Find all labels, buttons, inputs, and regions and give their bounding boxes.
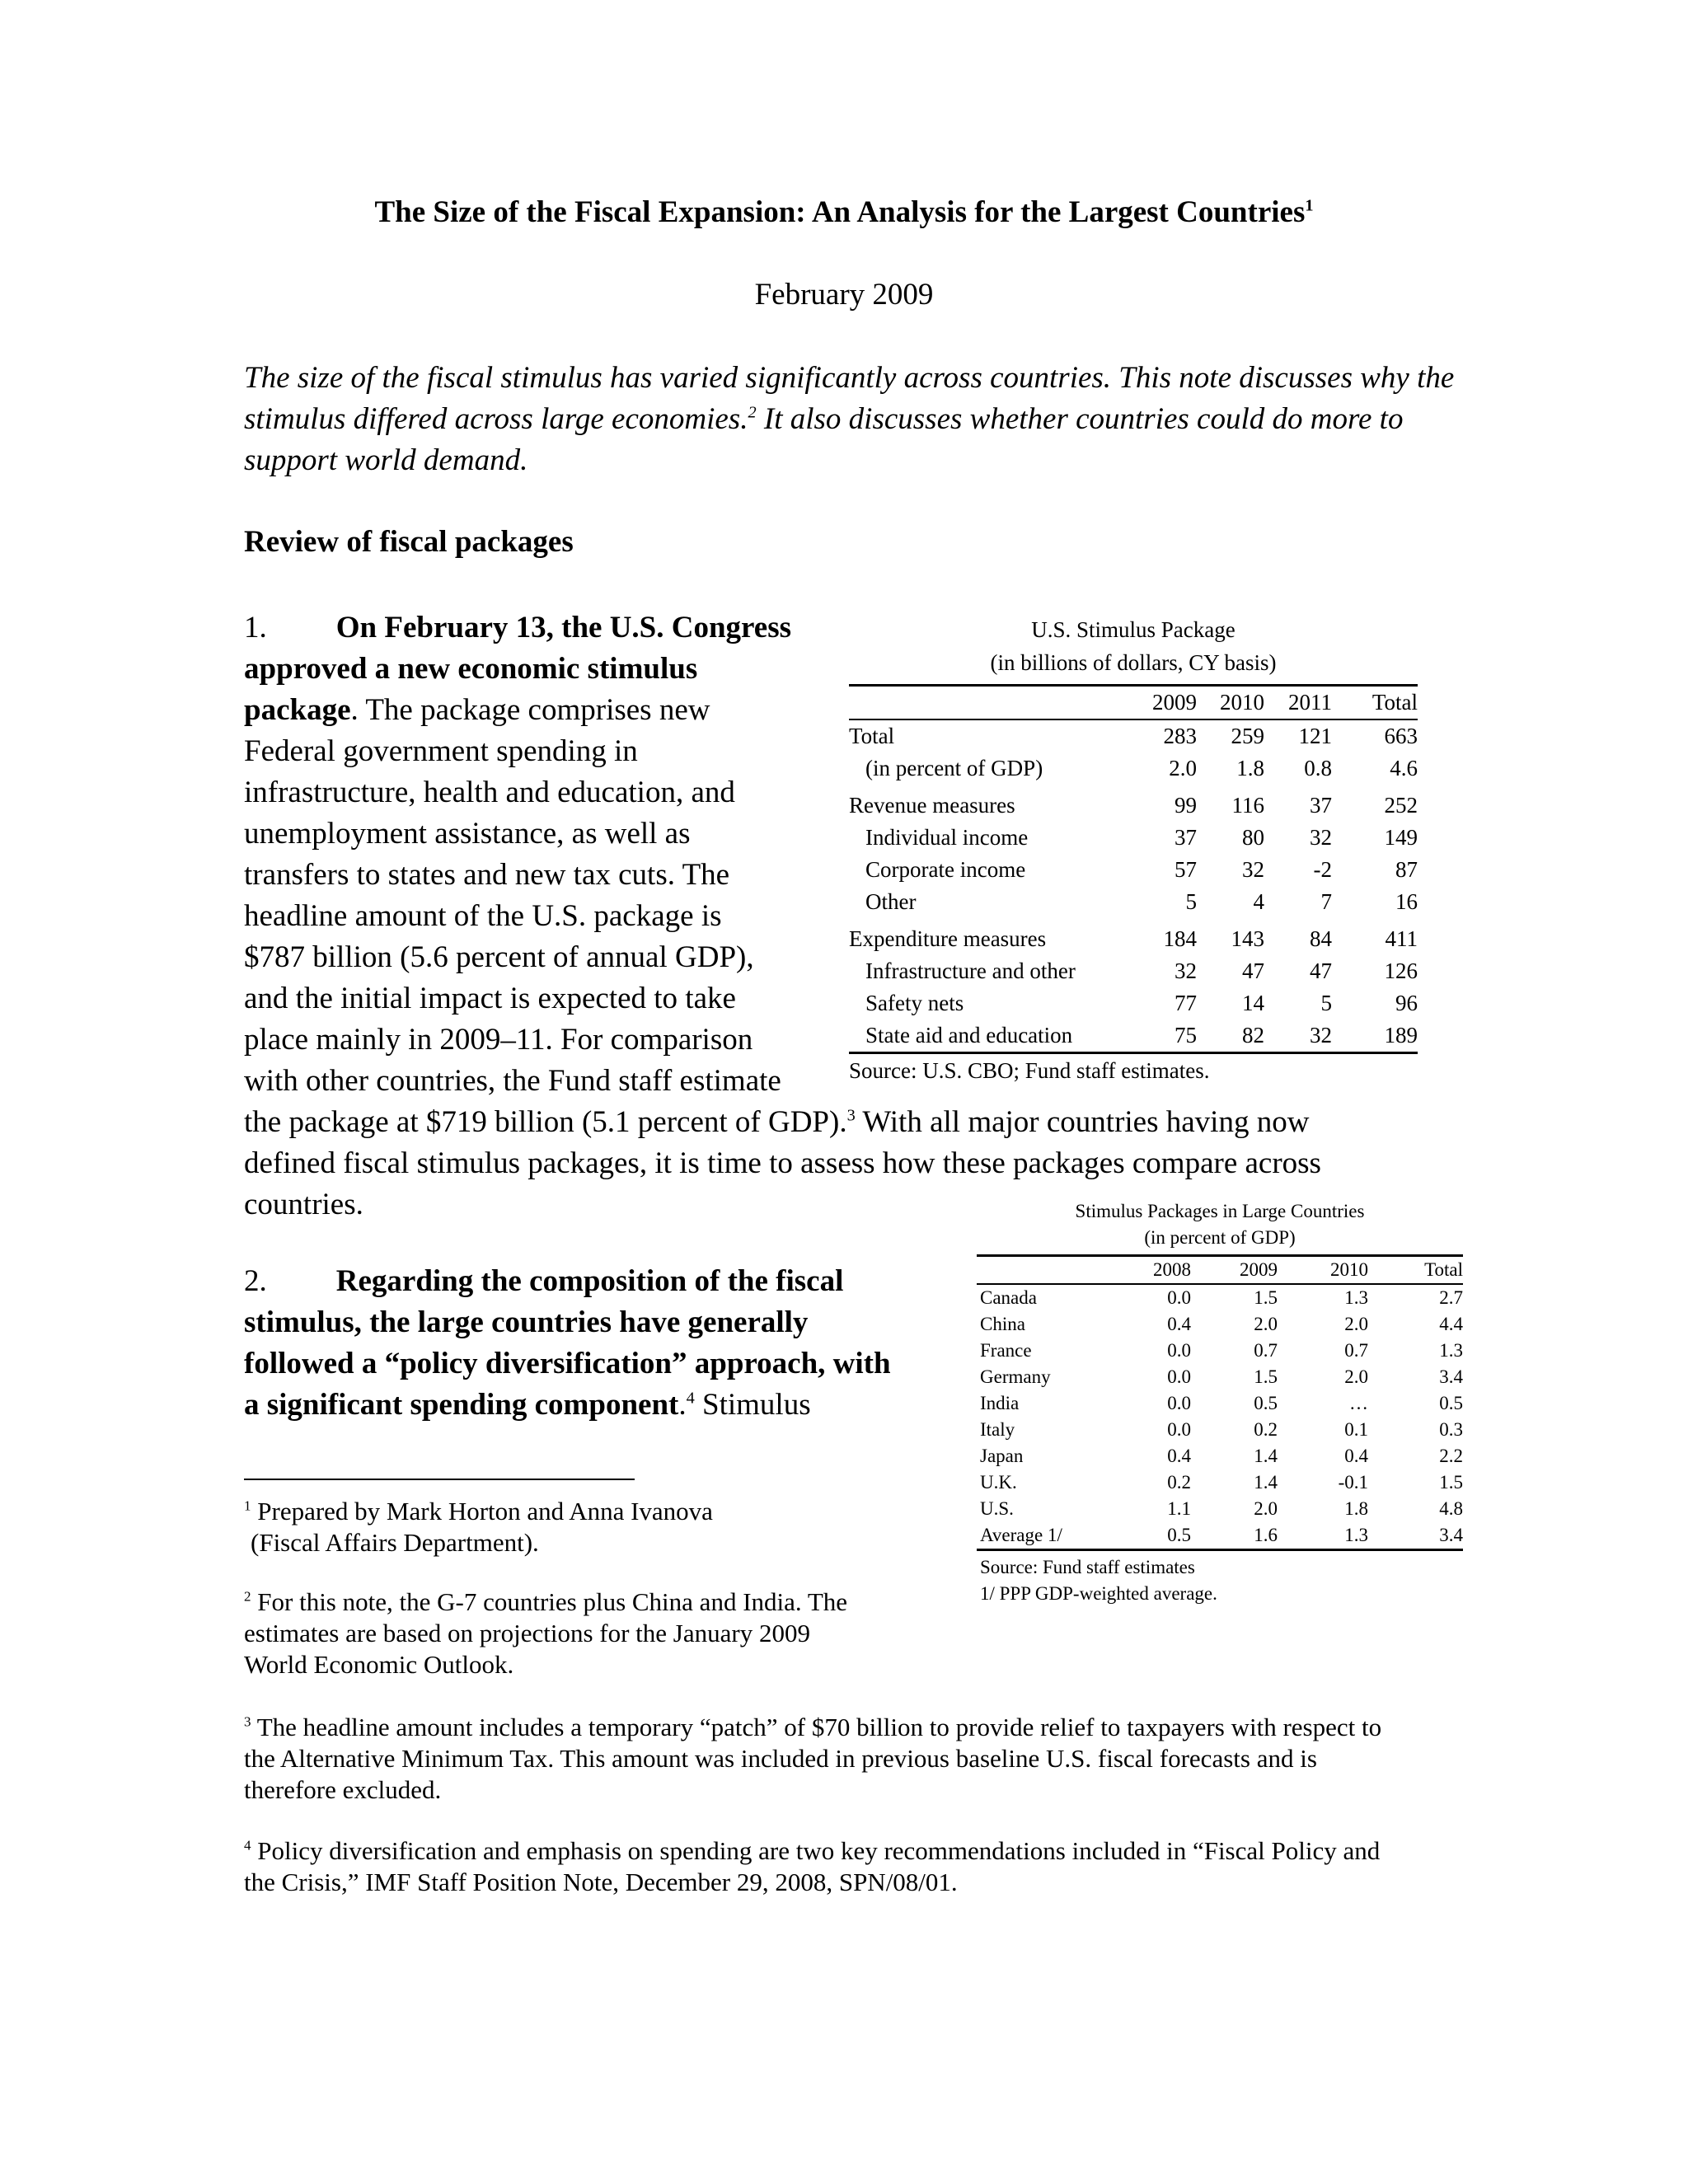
- section-heading: Review of fiscal packages: [244, 525, 574, 559]
- paragraph-1: 1. On February 13, the U.S. Congress approved a new economic stimulus package. The package comprises new Federal government spending in infrastructure, health and education, and unemployment assistance, as well as transfers to states and new tax cuts. The headline amount of the U.S. package is $787 billion (5.6 percent of annual GDP), and the initial impact is expected to take place mainly in 2009–11. For comparison with other countries, the Fund staff estimate the package at $719 billion (5.1 percent of GDP).$^3$ With all major countries having now defined fiscal stimulus packages, it is time to assess how these packages compare across countries.: [244, 611, 1321, 1221]
- row-label: Individual income: [865, 825, 1029, 850]
- row-label: Italy: [980, 1419, 1015, 1440]
- row-label: U.K.: [980, 1472, 1017, 1493]
- table-subtitle: (in percent of GDP): [1144, 1227, 1296, 1248]
- footnote-ref-2: 2: [748, 403, 757, 422]
- table-row: India 0.0 0.5 … 0.5: [977, 1390, 1463, 1417]
- table-row: Individual income 37 80 32 149: [849, 822, 1418, 854]
- intro-summary: The size of the fiscal stimulus has varied significantly across countries. This note discusses why the stimulus differed across large economies.$^2$ It also discusses whether countries could do more to support world demand.: [244, 361, 1455, 477]
- row-label: Safety nets: [865, 991, 964, 1015]
- column-header: 2009: [1191, 1256, 1278, 1285]
- table-row: France 0.0 0.7 0.7 1.3: [977, 1338, 1463, 1364]
- column-header: Total: [1332, 686, 1418, 720]
- row-label: Other: [865, 889, 917, 914]
- table-title: Stimulus Packages in Large Countries: [1075, 1201, 1365, 1221]
- row-label: China: [980, 1314, 1025, 1334]
- table-row: (in percent of GDP) 2.0 1.8 0.8 4.6: [849, 752, 1418, 785]
- row-label: France: [980, 1340, 1032, 1361]
- page-title: The Size of the Fiscal Expansion: An Analysis for the Largest Countries$^1$: [374, 195, 1314, 229]
- table-row: Canada 0.0 1.5 1.3 2.7: [977, 1284, 1463, 1311]
- table-row: Infrastructure and other 32 47 47 126: [849, 955, 1418, 987]
- row-label: India: [980, 1393, 1020, 1413]
- column-header: 2008: [1100, 1256, 1191, 1285]
- footnote-ref-4: 4: [686, 1389, 695, 1408]
- column-header: 2010: [1197, 686, 1264, 720]
- table-row: Italy 0.0 0.2 0.1 0.3: [977, 1417, 1463, 1443]
- table-header-row: [977, 1256, 1463, 1285]
- footnote-3: $^3$ The headline amount includes a temporary “patch” of $70 billion to provide relief to taxpayers with respect to the Alternative Minimum Tax. This amount was included in previous baseline U.S. fiscal forecasts and is therefore excluded.: [244, 1713, 1382, 1804]
- table-row: Corporate income 57 32 -2 87: [849, 854, 1418, 886]
- paragraph-2: 2. Regarding the composition of the fiscal stimulus, the large countries have generally followed a “policy diversification” approach, with a significant spending component.$^4$ Stimulus: [244, 1264, 891, 1422]
- column-header: 2009: [1129, 686, 1197, 720]
- row-label: Germany: [980, 1366, 1051, 1387]
- table-row: U.S. 1.1 2.0 1.8 4.8: [977, 1496, 1463, 1522]
- table-row: Average 1/ 0.5 1.6 1.3 3.4: [977, 1522, 1463, 1550]
- footnote-2: $^2$ For this note, the G-7 countries plus China and India. The estimates are based on projections for the January 2009 World Economic Outlook.: [244, 1587, 848, 1679]
- table-header-row: [849, 686, 1418, 720]
- table-row: Other 5 4 7 16: [849, 886, 1418, 918]
- column-header: 2011: [1264, 686, 1332, 720]
- table-row: U.K. 0.2 1.4 -0.1 1.5: [977, 1469, 1463, 1496]
- table-title: U.S. Stimulus Package: [1031, 617, 1236, 642]
- row-label: Canada: [980, 1287, 1037, 1308]
- large-countries-table: [977, 1198, 1463, 1607]
- table-row: Total 283 259 121 663: [849, 719, 1418, 752]
- row-label: Revenue measures: [849, 793, 1015, 818]
- table-row: China 0.4 2.0 2.0 4.4: [977, 1311, 1463, 1338]
- paragraph-number: 2.: [244, 1264, 267, 1298]
- row-label: (in percent of GDP): [865, 756, 1043, 780]
- table-note: 1/ PPP GDP-weighted average.: [980, 1583, 1217, 1604]
- footnote-ref-3: 3: [846, 1106, 856, 1125]
- table-row: Expenditure measures 184 143 84 411: [849, 918, 1418, 955]
- row-label: Total: [849, 724, 895, 748]
- row-label: Infrastructure and other: [865, 958, 1076, 983]
- row-label: Corporate income: [865, 857, 1026, 882]
- footnote-ref-1: 1: [1305, 196, 1314, 215]
- table-subtitle: (in billions of dollars, CY basis): [990, 650, 1277, 675]
- column-header: 2010: [1278, 1256, 1368, 1285]
- table-row: Germany 0.0 1.5 2.0 3.4: [977, 1364, 1463, 1390]
- paragraph-number: 1.: [244, 611, 267, 644]
- row-label: Expenditure measures: [849, 926, 1047, 951]
- footnote-divider: [244, 1479, 635, 1480]
- us-stimulus-table: [849, 613, 1418, 1085]
- table-source: Source: Fund staff estimates: [980, 1557, 1195, 1577]
- row-label: State aid and education: [849, 1019, 1129, 1053]
- row-label: U.S.: [980, 1498, 1014, 1519]
- table-row: Japan 0.4 1.4 0.4 2.2: [977, 1443, 1463, 1469]
- table-row: Safety nets 77 14 5 96: [849, 987, 1418, 1019]
- table-row: Revenue measures 99 116 37 252: [849, 785, 1418, 822]
- table-source: Source: U.S. CBO; Fund staff estimates.: [849, 1058, 1210, 1083]
- footnote-4: $^4$ Policy diversification and emphasis on spending are two key recommendations included in “Fiscal Policy and the Crisis,” IMF Staff Position Note, December 29, 2008, SPN/08/01.: [244, 1836, 1381, 1896]
- footnote-1: $^1$ Prepared by Mark Horton and Anna Ivanova (Fiscal Affairs Department).: [244, 1497, 713, 1557]
- row-label: Average 1/: [977, 1522, 1100, 1550]
- column-header: Total: [1368, 1256, 1463, 1285]
- table-row: State aid and education 75 82 32 189: [849, 1019, 1418, 1053]
- row-label: Japan: [980, 1446, 1024, 1466]
- document-date: February 2009: [754, 278, 934, 312]
